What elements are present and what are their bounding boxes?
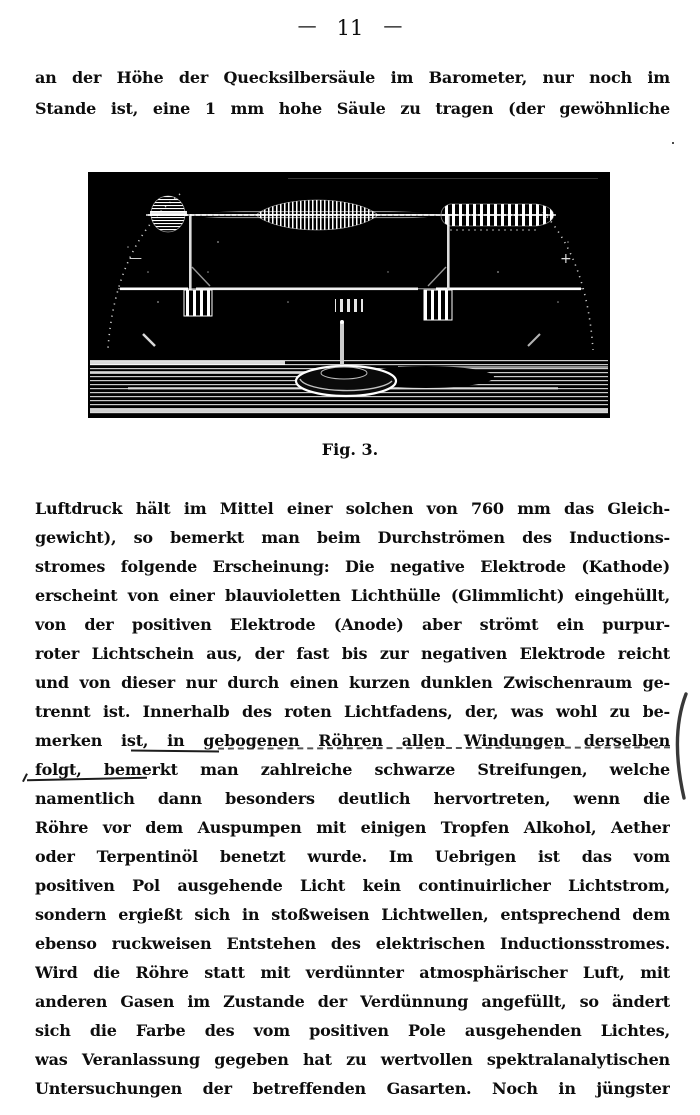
text-line: Luftdruck hält im Mittel einer solchen von 760 mm das Gleich- — [35, 499, 670, 518]
text-line: von der positiven Elektrode (Anode) aber strömt ein purpur- — [35, 615, 670, 634]
text-line: stromes folgende Erscheinung: Die negative Elektrode (Kathode) — [35, 557, 670, 576]
text-line: an der Höhe der Quecksilbersäule im Barometer, nur noch im — [35, 68, 670, 87]
text-line: Wird die Röhre statt mit verdünnter atmosphärischer Luft, mit — [35, 963, 670, 982]
pencil-margin-mark — [668, 690, 694, 802]
intro-paragraph — [35, 62, 670, 124]
figure-caption: Fig. 3. — [321, 440, 379, 459]
text-line: trennt ist. Innerhalb des roten Lichtfadens, der, was wohl zu be- — [35, 702, 670, 721]
text-line: ebenso ruckweisen Entstehen des elektrischen Inductionsstromes. — [35, 934, 670, 953]
striated-glow — [441, 204, 554, 230]
text-line: Röhre vor dem Auspumpen mit einigen Tropfen Alkohol, Aether — [35, 818, 670, 837]
text-line: roter Lichtschein aus, der fast bis zur negativen Elektrode reicht — [35, 644, 670, 663]
text-line: folgt, bemerkt man zahlreiche schwarze Streifungen, welche — [35, 760, 670, 779]
text-line: und von dieser nur durch einen kurzen dunklen Zwischenraum ge- — [35, 673, 670, 692]
text-line: sondern ergießt sich in stoßweisen Lichtwellen, entsprechend dem — [35, 905, 670, 924]
page-number: 11 — [336, 16, 364, 40]
text-line: positiven Pol ausgehende Licht kein continuirlicher Lichtstrom, — [35, 876, 670, 895]
text-line: was Veranlassung gegeben hat zu wertvollen spektralanalytischen — [35, 1050, 670, 1069]
center-clamp — [335, 299, 363, 312]
figure-engraving — [88, 172, 610, 418]
header-left-dash: — — [297, 15, 317, 37]
text-line: merken ist, in gebogenen Röhren allen Windungen derselben — [35, 731, 670, 750]
text-line: Untersuchungen der betreffenden Gasarten. Noch in jüngster — [35, 1079, 670, 1098]
text-line: anderen Gasen im Zustande der Verdünnung angefüllt, so ändert — [35, 992, 670, 1011]
text-line: gewicht), so bemerkt man beim Durchströmen des Inductions- — [35, 528, 670, 547]
text-line: Stande ist, eine 1 mm hohe Säule zu tragen (der gewöhnliche — [35, 99, 670, 118]
text-line: namentlich dann besonders deutlich hervortreten, wenn die — [35, 789, 670, 808]
header-right-dash: — — [383, 15, 403, 37]
page-header — [0, 16, 700, 40]
discharge-tube-illustration — [88, 172, 610, 418]
body-paragraph — [35, 494, 670, 1103]
scan-speck — [672, 142, 674, 144]
text-line: erscheint von einer blauvioletten Lichthülle (Glimmlicht) eingehüllt, — [35, 586, 670, 605]
text-line: oder Terpentinöl benetzt wurde. Im Uebrigen ist das vom — [35, 847, 670, 866]
minus-label: — — [129, 251, 142, 266]
text-line: sich die Farbe des vom positiven Pole ausgehenden Lichtes, — [35, 1021, 670, 1040]
plus-label: + — [560, 251, 572, 267]
